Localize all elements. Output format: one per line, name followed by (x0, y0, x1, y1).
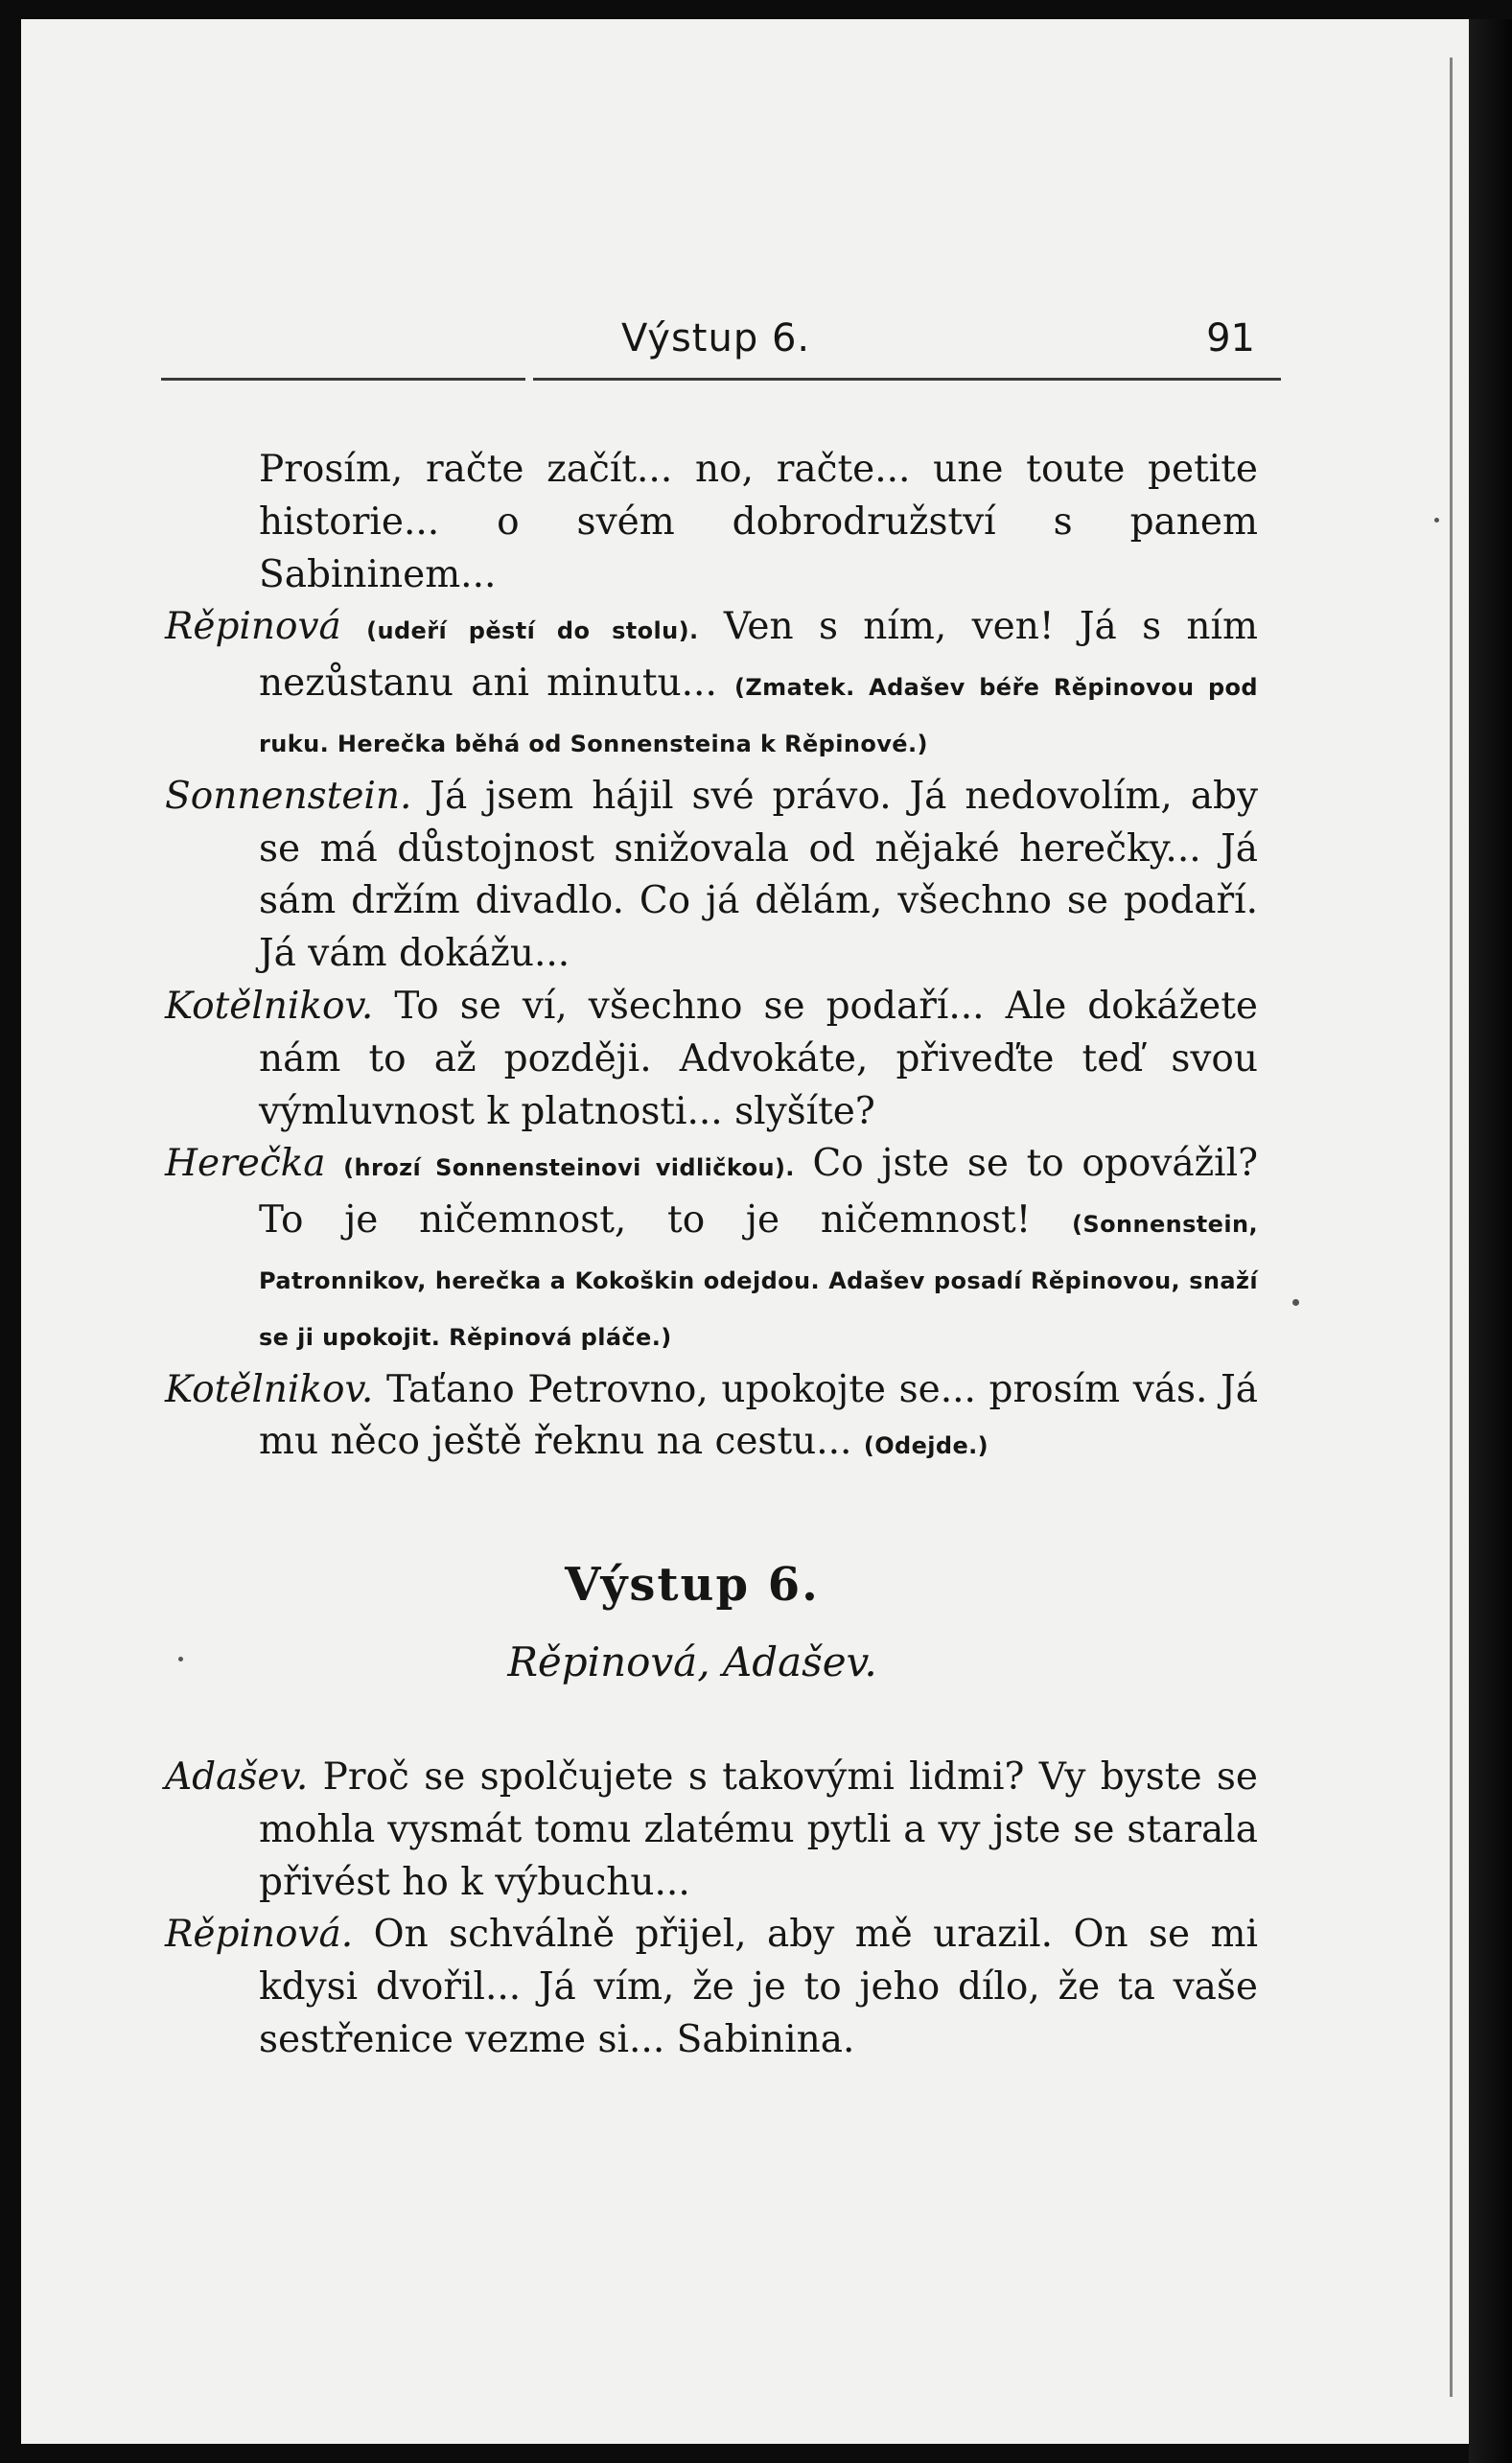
speaker-name: Rěpinová (165, 605, 341, 649)
speech-paragraph (165, 1364, 1258, 1474)
page-edge-line (1450, 58, 1453, 2397)
dialogue-block-1 (165, 444, 1258, 1473)
speech-paragraph (165, 981, 1258, 1138)
dialogue-text: Co jste se to opovážil? To je ničemnost, to je ničemnost! (259, 1142, 1258, 1243)
speech-paragraph (165, 1752, 1258, 1909)
speaker-name: Kotělnikov. (165, 984, 374, 1028)
stage-direction: (Sonnenstein, Patronnikov, herečka a Kokoškin odejdou. Adašev posadí Rěpinovou, snaží se ji upokojit. Rěpinová pláče.) (259, 1211, 1258, 1351)
page-number: 91 (1206, 316, 1255, 360)
dialogue-text: Já jsem hájil své právo. Já nedovolím, aby se má důstojnost snižovala od nějaké herečky... Já sám držím divadlo. Co já dělám, všechno se podaří. Já vám dokážu... (259, 774, 1258, 976)
dialogue-text: On schválně přijel, aby mě urazil. On se mi kdysi dvořil... Já vím, že je to jeho dílo, že ta vaše sestřenice vezme si... Sabinina. (259, 1913, 1258, 2061)
scan-speck (178, 1657, 183, 1661)
scan-speck (1292, 1299, 1299, 1306)
dialogue-text: To se ví, všechno se podaří... Ale dokážete nám to až později. Advokáte, přiveďte teď svou výmluvnost k platnosti... slyšíte? (259, 984, 1258, 1133)
scan-edge (1469, 19, 1512, 2463)
dialogue-text: Taťano Petrovno, upokojte se... prosím vás. Já mu něco ještě řeknu na cestu... (259, 1367, 1258, 1464)
stage-direction: (Odejde.) (863, 1432, 989, 1460)
speech-paragraph (165, 601, 1258, 770)
head-rule-right (533, 378, 1281, 381)
scan-speck (1434, 518, 1439, 523)
speaker-name: Rěpinová. (165, 1913, 354, 1957)
dialogue-text: Ven s ním, ven! Já s ním nezůstanu ani minutu... (259, 605, 1258, 706)
speaker-name: Sonnenstein. (165, 774, 412, 818)
head-rule-left (161, 378, 525, 381)
dialogue-text: Proč se spolčujete s takovými lidmi? Vy byste se mohla vysmát tomu zlatému pytli a vy jste se starala přivést ho k výbuchu... (259, 1755, 1258, 1904)
running-head-title: Výstup 6. (621, 316, 811, 360)
stage-direction: (Zmatek. Adašev béře Rěpinovou pod ruku. Herečka běhá od Sonnensteina k Rěpinové.) (259, 674, 1258, 757)
scene-characters: Rěpinová, Adašev. (507, 1638, 877, 1685)
scene-title: Výstup 6. (565, 1558, 820, 1612)
speech-paragraph (165, 771, 1258, 981)
speech-paragraph (165, 1909, 1258, 2066)
speaker-name: Kotělnikov. (165, 1367, 374, 1411)
dialogue-text: Prosím, račte začít... no, račte... une toute petite historie... o svém dobrodružství s panem Sabininem... (259, 448, 1258, 596)
speech-paragraph (165, 1138, 1258, 1363)
dialogue-block-2 (165, 1752, 1258, 2067)
stage-direction: (udeří pěstí do stolu). (366, 617, 699, 645)
stage-direction: (hrozí Sonnensteinovi vidličkou). (343, 1154, 795, 1182)
running-head (161, 316, 1288, 374)
speech-paragraph (165, 444, 1258, 601)
scene-heading (165, 1558, 1258, 1685)
speaker-name: Herečka (165, 1142, 326, 1186)
speaker-name: Adašev. (165, 1755, 309, 1799)
